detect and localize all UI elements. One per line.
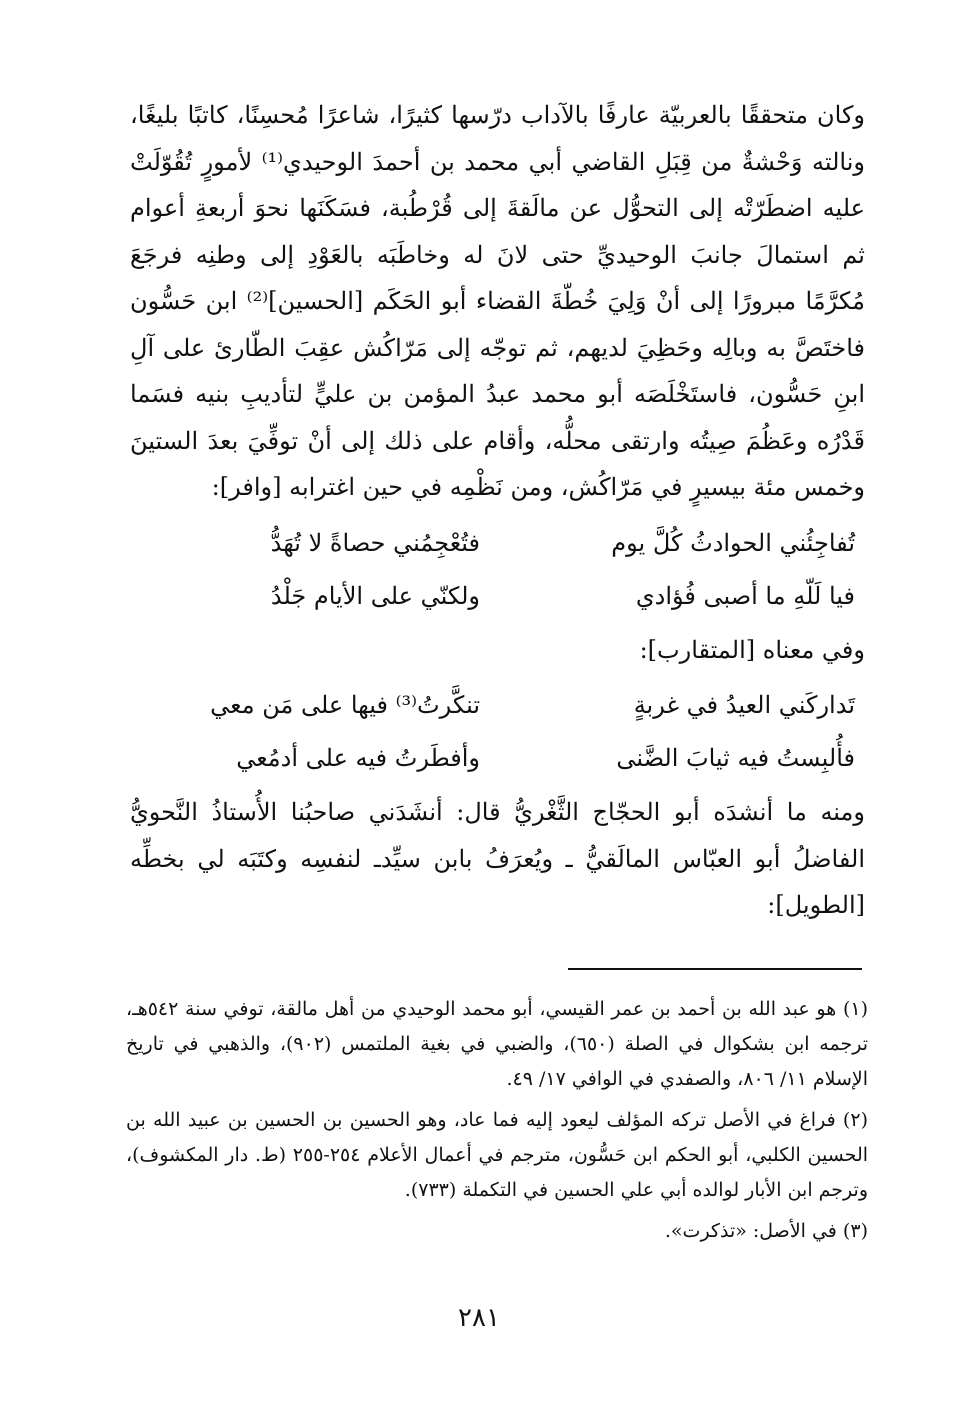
page-number: ٢٨١ bbox=[458, 1303, 500, 1333]
verse-line bbox=[130, 732, 865, 785]
verse-line bbox=[130, 679, 865, 732]
poem-mutaqarib bbox=[130, 679, 865, 785]
main-text bbox=[130, 92, 865, 929]
footnotes bbox=[126, 992, 868, 1255]
verse-first-hemistich: فأُلبِستُ فيه ثيابَ الضَّنى bbox=[616, 744, 855, 773]
verse-line bbox=[130, 517, 865, 570]
poem-wafir bbox=[130, 517, 865, 623]
verse-second-hemistich: وأفطَرتُ فيه على أدمُعي bbox=[236, 744, 480, 773]
footnote: (٣) في الأصل: «تذكرت». bbox=[664, 1220, 868, 1242]
paragraph-1: وكان متحققًا بالعربيّة عارفًا بالآداب درّسها كثيرًا، شاعرًا مُحسِنًا، كاتبًا بليغًا، ونالته وَحْشةٌ من قِبَلِ القاضي أبي محمد بن أحمدَ الوحيدي⁽¹⁾ لأمورٍ تُقُوّلَتْ عليه اضطَرّتْه إلى التحوُّل عن مالَقةَ إلى قُرْطُبة، فسَكَنَها نحوَ أربعةِ أعوام ثم استمالَ جانبَ الوحيديِّ حتى لانَ له وخاطَبَه بالعَوْدِ إلى وطنِه فرجَعَ مُكرَّمًا مبرورًا إلى أنْ وَلِيَ خُطّةَ القضاء أبو الحَكَم [الحسين]⁽²⁾ ابن حَسُّون فاختَصَّ به وبالِه وحَظِيَ لديهم، ثم توجّه إلى مَرّاكُش عقِبَ الطّارئ على آلِ ابنِ حَسُّون، فاستَخْلَصَه أبو محمد عبدُ المؤمن بن عليٍّ لتأديبِ بنيه فسَما قَدْرُه وعَظُمَ صِيتُه وارتقى محلُّه، وأقام على ذلك إلى أنْ توفِّيَ بعدَ الستينَ وخمس مئة بيسيرٍ في مَرّاكُش، ومن نَظْمِه في حين اغترابه [وافر]: bbox=[130, 101, 866, 501]
footnote: (١) هو عبد الله بن أحمد بن عمر القيسي، أبو محمد الوحيدي من أهل مالقة، توفي سنة ٥٤٢هـ، ترجمه ابن بشكوال في الصلة (٦٥٠)، والضبي في بغية الملتمس (٩٠٢)، والذهبي في تاريخ الإسلام ١١/ ٨٠٦، والصفدي في الوافي ١٧/ ٤٩. bbox=[126, 998, 868, 1090]
verse-first-hemistich: تَداركَني العيدُ في غربةٍ bbox=[633, 691, 855, 720]
poem-intro: وفي معناه [المتقارب]: bbox=[639, 635, 865, 664]
paragraph-2: ومنه ما أنشدَه أبو الحجّاج الثَّغْريُّ قال: أنشَدَني صاحبُنا الأُستاذُ النَّحويُّ الفاضلُ أبو العبّاس المالَقيُّ ـ ويُعرَفُ بابن سيِّدـ لنفسِه وكتَبَه لي بخطِّه [الطويل]: bbox=[130, 798, 865, 919]
verse-second-hemistich: تنكَّرتُ⁽³⁾ فيها على مَن معي bbox=[210, 691, 480, 720]
footnote-separator bbox=[568, 968, 862, 970]
footnote: (٢) فراغ في الأصل تركه المؤلف ليعود إليه فما عاد، وهو الحسين بن الحسين بن عبيد الله بن الحسين الكلبي، أبو الحكم ابن حَسُّون، مترجم في أعمال الأعلام ٢٥٤-٢٥٥ (ط. دار المكشوف)، وترجم ابن الأبار لوالده أبي علي الحسين في التكملة (٧٣٣). bbox=[126, 1109, 869, 1201]
verse-second-hemistich: ولكنّي على الأيام جَلْدُ bbox=[270, 581, 480, 610]
verse-second-hemistich: فتُعْجِمُني حصاةً لا تُهَدُّ bbox=[270, 528, 480, 557]
verse-first-hemistich: تُفاجِئُني الحوادثُ كُلَّ يوم bbox=[611, 528, 855, 557]
verse-first-hemistich: فيا لَلّهِ ما أصبى فُؤادي bbox=[635, 581, 855, 610]
verse-line bbox=[130, 570, 865, 623]
